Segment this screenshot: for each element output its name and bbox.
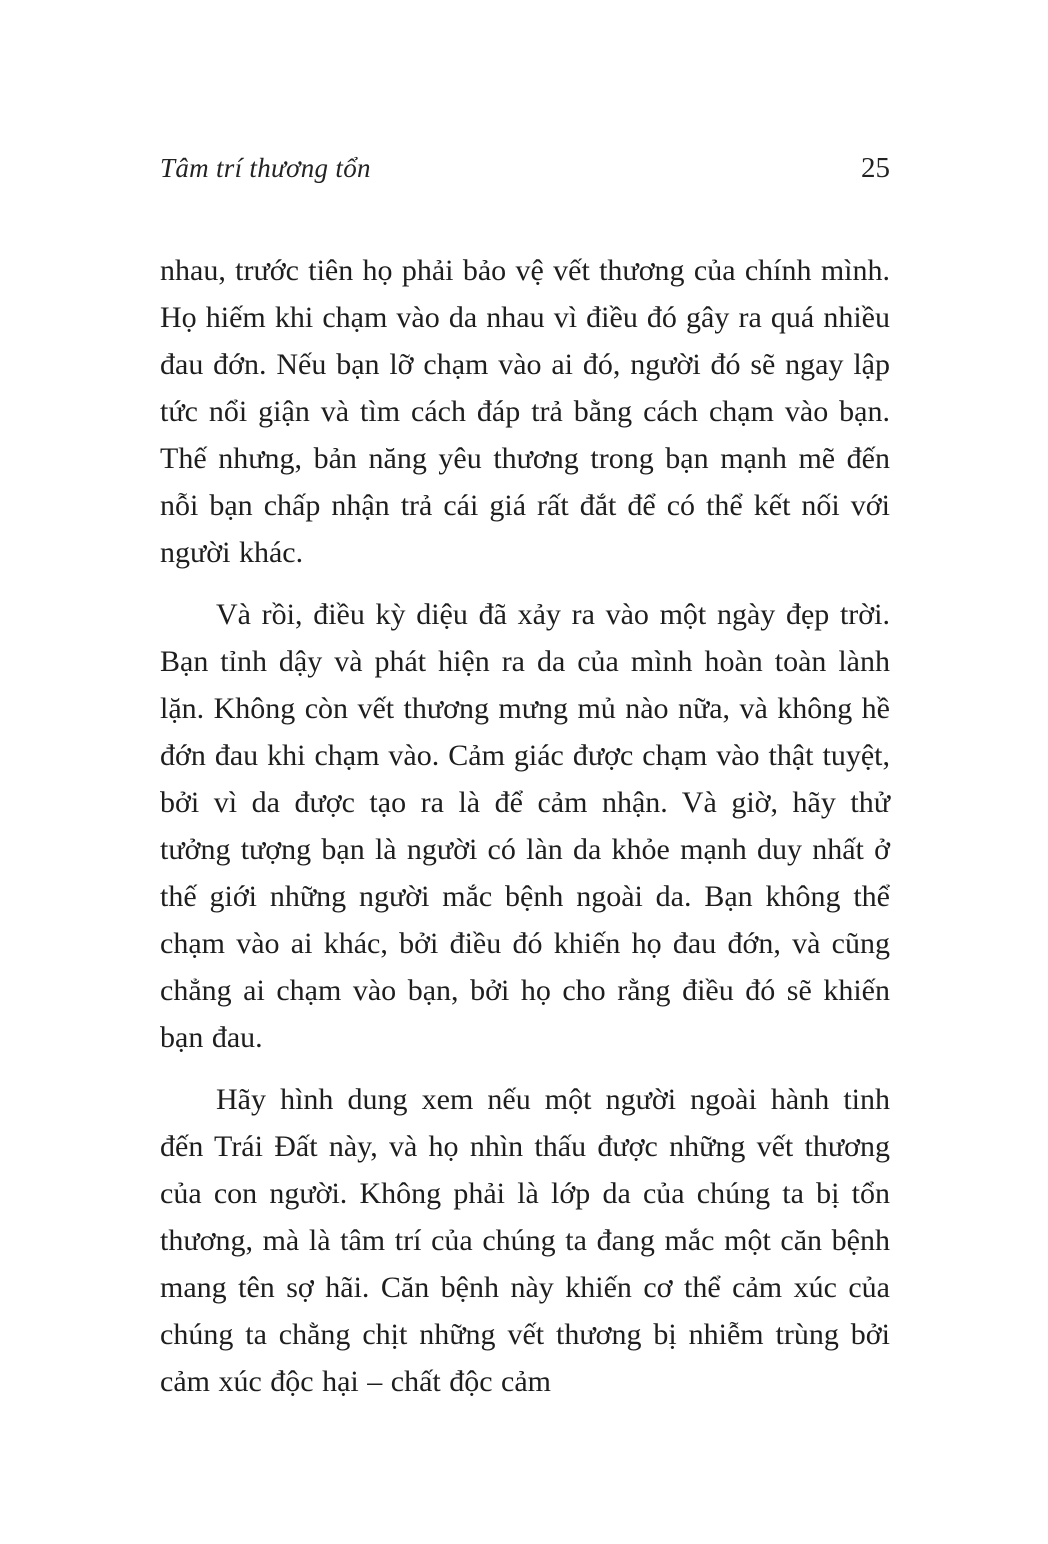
page-number: 25 [861, 152, 890, 184]
page-content [160, 152, 890, 1405]
paragraph-1: nhau, trước tiên họ phải bảo vệ vết thương của chính mình. Họ hiếm khi chạm vào da nhau vì điều đó gây ra quá nhiều đau đớn. Nếu bạn lỡ chạm vào ai đó, người đó sẽ ngay lập tức nổi giận và tìm cách đáp trả bằng cách chạm vào bạn. Thế nhưng, bản năng yêu thương trong bạn mạnh mẽ đến nỗi bạn chấp nhận trả cái giá rất đắt để có thể kết nối với người khác. [160, 254, 890, 569]
running-head [160, 152, 890, 185]
body-text [160, 247, 890, 1405]
paragraph-2: Và rồi, điều kỳ diệu đã xảy ra vào một ngày đẹp trời. Bạn tỉnh dậy và phát hiện ra da của mình hoàn toàn lành lặn. Không còn vết thương mưng mủ nào nữa, và không hề đớn đau khi chạm vào. Cảm giác được chạm vào thật tuyệt, bởi vì da được tạo ra là để cảm nhận. Và giờ, hãy thử tưởng tượng bạn là người có làn da khỏe mạnh duy nhất ở thế giới những người mắc bệnh ngoài da. Bạn không thể chạm vào ai khác, bởi điều đó khiến họ đau đớn, và cũng chẳng ai chạm vào bạn, bởi họ cho rằng điều đó sẽ khiến bạn đau. [160, 598, 890, 1054]
paragraph-3: Hãy hình dung xem nếu một người ngoài hành tinh đến Trái Đất này, và họ nhìn thấu được những vết thương của con người. Không phải là lớp da của chúng ta bị tổn thương, mà là tâm trí của chúng ta đang mắc một căn bệnh mang tên sợ hãi. Căn bệnh này khiến cơ thể cảm xúc của chúng ta chằng chịt những vết thương bị nhiễm trùng bởi cảm xúc độc hại – chất độc cảm [160, 1083, 890, 1398]
chapter-title: Tâm trí thương tổn [160, 153, 371, 183]
